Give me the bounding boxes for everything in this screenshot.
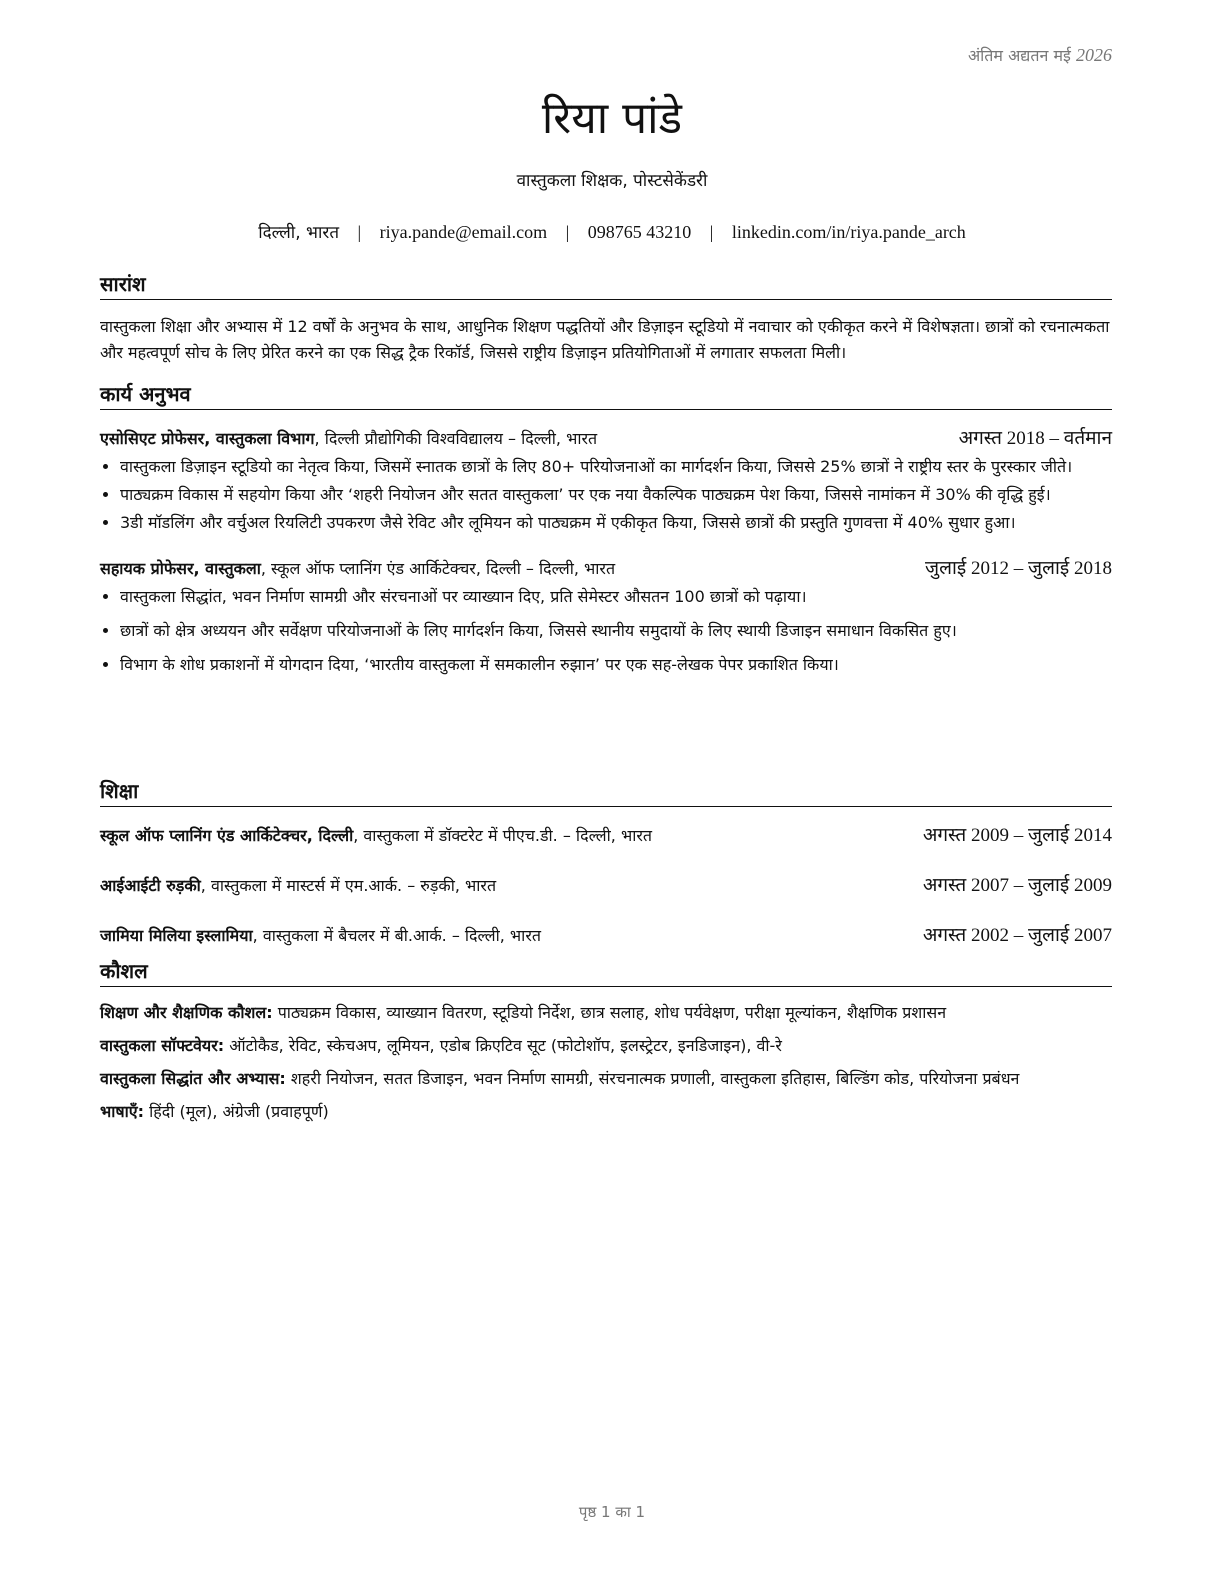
job-entry (100, 424, 1112, 536)
skill-item (100, 1001, 1112, 1025)
skill-value: पाठ्यक्रम विकास, व्याख्यान वितरण, स्टूडियो निर्देश, छात्र सलाह, शोध पर्यवेक्षण, परीक्षा मूल्यांकन, शैक्षणिक प्रशासन (272, 1003, 947, 1022)
skill-value: ऑटोकैड, रेविट, स्केचअप, लूमियन, एडोब क्रिएटिव सूट (फोटोशॉप, इलस्ट्रेटर, इनडिजाइन), वी-रे (224, 1036, 782, 1055)
job-entry (100, 554, 1112, 678)
page-number: पृष्ठ 1 का 1 (578, 1503, 646, 1521)
updated-year: 2026 (1076, 45, 1112, 65)
education-section (100, 777, 1112, 947)
education-line (100, 824, 652, 846)
job-bullets (100, 454, 1112, 536)
job-title: वास्तुकला शिक्षक, पोस्टसेकेंडरी (516, 171, 708, 191)
school-name: जामिया मिलिया इस्लामिया (100, 926, 253, 945)
list-item: • वास्तुकला सिद्धांत, भवन निर्माण सामग्री और संरचनाओं पर व्याख्यान दिए, प्रति सेमेस्टर औसतन 100 छात्रों को पढ़ाया। (120, 584, 1112, 610)
education-entry (100, 821, 1112, 847)
job-position: सहायक प्रोफेसर, वास्तुकला (100, 559, 261, 578)
degree: , वास्तुकला में डॉक्टरेट में पीएच.डी. – दिल्ली, भारत (353, 826, 653, 845)
list-item: • विभाग के शोध प्रकाशनों में योगदान दिया, ‘भारतीय वास्तुकला में समकालीन रुझान’ पर एक सह-लेखक पेपर प्रकाशित किया। (120, 652, 1112, 678)
education-dates: अगस्त 2002 – जुलाई 2007 (922, 925, 1112, 946)
job-header (100, 424, 1112, 450)
skill-item (100, 1100, 1112, 1124)
experience-section (100, 380, 1112, 680)
job-position: एसोसिएट प्रोफेसर, वास्तुकला विभाग (100, 429, 315, 448)
separator: | (565, 222, 570, 242)
contact-email[interactable]: riya.pande@email.com (379, 222, 548, 242)
contact-linkedin[interactable]: linkedin.com/in/riya.pande_arch (731, 222, 966, 242)
skill-label: वास्तुकला सॉफ्टवेयर: (100, 1036, 225, 1055)
education-line (100, 874, 496, 896)
contact-phone: 098765 43210 (587, 222, 692, 242)
education-dates: अगस्त 2009 – जुलाई 2014 (922, 825, 1112, 846)
job-org: , दिल्ली प्रौद्योगिकी विश्वविद्यालय – दिल्ली, भारत (314, 429, 598, 448)
summary-heading: सारांश (100, 270, 1112, 300)
summary-section (100, 270, 1112, 366)
summary-text: वास्तुकला शिक्षा और अभ्यास में 12 वर्षों के अनुभव के साथ, आधुनिक शिक्षण पद्धतियों और डिज़ाइन स्टूडियो में नवाचार को एकीकृत करने में विशेषज्ञता। छात्रों को रचनात्मकता और महत्वपूर्ण सोच के लिए प्रेरित करने का एक सिद्ध ट्रैक रिकॉर्ड, जिससे राष्ट्रीय डिज़ाइन प्रतियोगिताओं में लगातार सफलता मिली। (100, 317, 1110, 362)
skill-label: शिक्षण और शैक्षणिक कौशल: (100, 1003, 273, 1022)
experience-heading: कार्य अनुभव (100, 380, 1112, 410)
skills-heading: कौशल (100, 957, 1112, 987)
skill-item (100, 1034, 1112, 1058)
skill-value: हिंदी (मूल), अंग्रेजी (प्रवाहपूर्ण) (144, 1102, 329, 1121)
person-name: रिया पांडे (541, 93, 683, 144)
contact-location: दिल्ली, भारत (258, 223, 340, 243)
job-bullets (100, 584, 1112, 678)
school-name: आईआईटी रुड़की (100, 876, 201, 895)
contact-line (0, 220, 1224, 243)
degree: , वास्तुकला में बैचलर में बी.आर्क. – दिल्ली, भारत (252, 926, 541, 945)
job-dates: अगस्त 2018 – वर्तमान (958, 428, 1112, 449)
job-title-line (100, 557, 615, 579)
list-item: • छात्रों को क्षेत्र अध्ययन और सर्वेक्षण परियोजनाओं के लिए मार्गदर्शन किया, जिससे स्थानीय समुदायों के लिए स्थायी डिजाइन समाधान विकसित हुए। (120, 618, 1112, 644)
skill-value: शहरी नियोजन, सतत डिजाइन, भवन निर्माण सामग्री, संरचनात्मक प्रणाली, वास्तुकला इतिहास, बिल्डिंग कोड, परियोजना प्रबंधन (285, 1069, 1020, 1088)
last-updated (968, 44, 1112, 66)
school-name: स्कूल ऑफ प्लानिंग एंड आर्किटेक्चर, दिल्ली (100, 826, 354, 845)
education-entry (100, 871, 1112, 897)
education-heading: शिक्षा (100, 777, 1112, 807)
education-dates: अगस्त 2007 – जुलाई 2009 (922, 875, 1112, 896)
list-item: • 3डी मॉडलिंग और वर्चुअल रियलिटी उपकरण जैसे रेविट और लूमियन को पाठ्यक्रम में एकीकृत किया, जिससे छात्रों की प्रस्तुति गुणवत्ता में 40% सुधार हुआ। (120, 510, 1112, 536)
skills-section (100, 957, 1112, 1133)
list-item: • पाठ्यक्रम विकास में सहयोग किया और ‘शहरी नियोजन और सतत वास्तुकला’ पर एक नया वैकल्पिक पाठ्यक्रम पेश किया, जिससे नामांकन में 30% की वृद्धि हुई। (120, 482, 1112, 508)
skill-item (100, 1067, 1112, 1091)
education-entry (100, 921, 1112, 947)
job-title-line (100, 427, 597, 449)
skill-label: भाषाएँ: (100, 1102, 145, 1121)
separator: | (357, 222, 362, 242)
job-dates: जुलाई 2012 – जुलाई 2018 (925, 558, 1112, 579)
degree: , वास्तुकला में मास्टर्स में एम.आर्क. – रुड़की, भारत (200, 876, 497, 895)
list-item: • वास्तुकला डिज़ाइन स्टूडियो का नेतृत्व किया, जिसमें स्नातक छात्रों के लिए 80+ परियोजनाओं का मार्गदर्शन किया, जिससे 25% छात्रों ने राष्ट्रीय स्तर के पुरस्कार जीते। (120, 454, 1112, 480)
job-org: , स्कूल ऑफ प्लानिंग एंड आर्किटेक्चर, दिल्ली – दिल्ली, भारत (260, 559, 616, 578)
updated-label: अंतिम अद्यतन मई (967, 46, 1071, 65)
skill-label: वास्तुकला सिद्धांत और अभ्यास: (100, 1069, 286, 1088)
skills-list (100, 1001, 1112, 1124)
separator: | (709, 222, 714, 242)
job-header (100, 554, 1112, 580)
education-line (100, 924, 541, 946)
